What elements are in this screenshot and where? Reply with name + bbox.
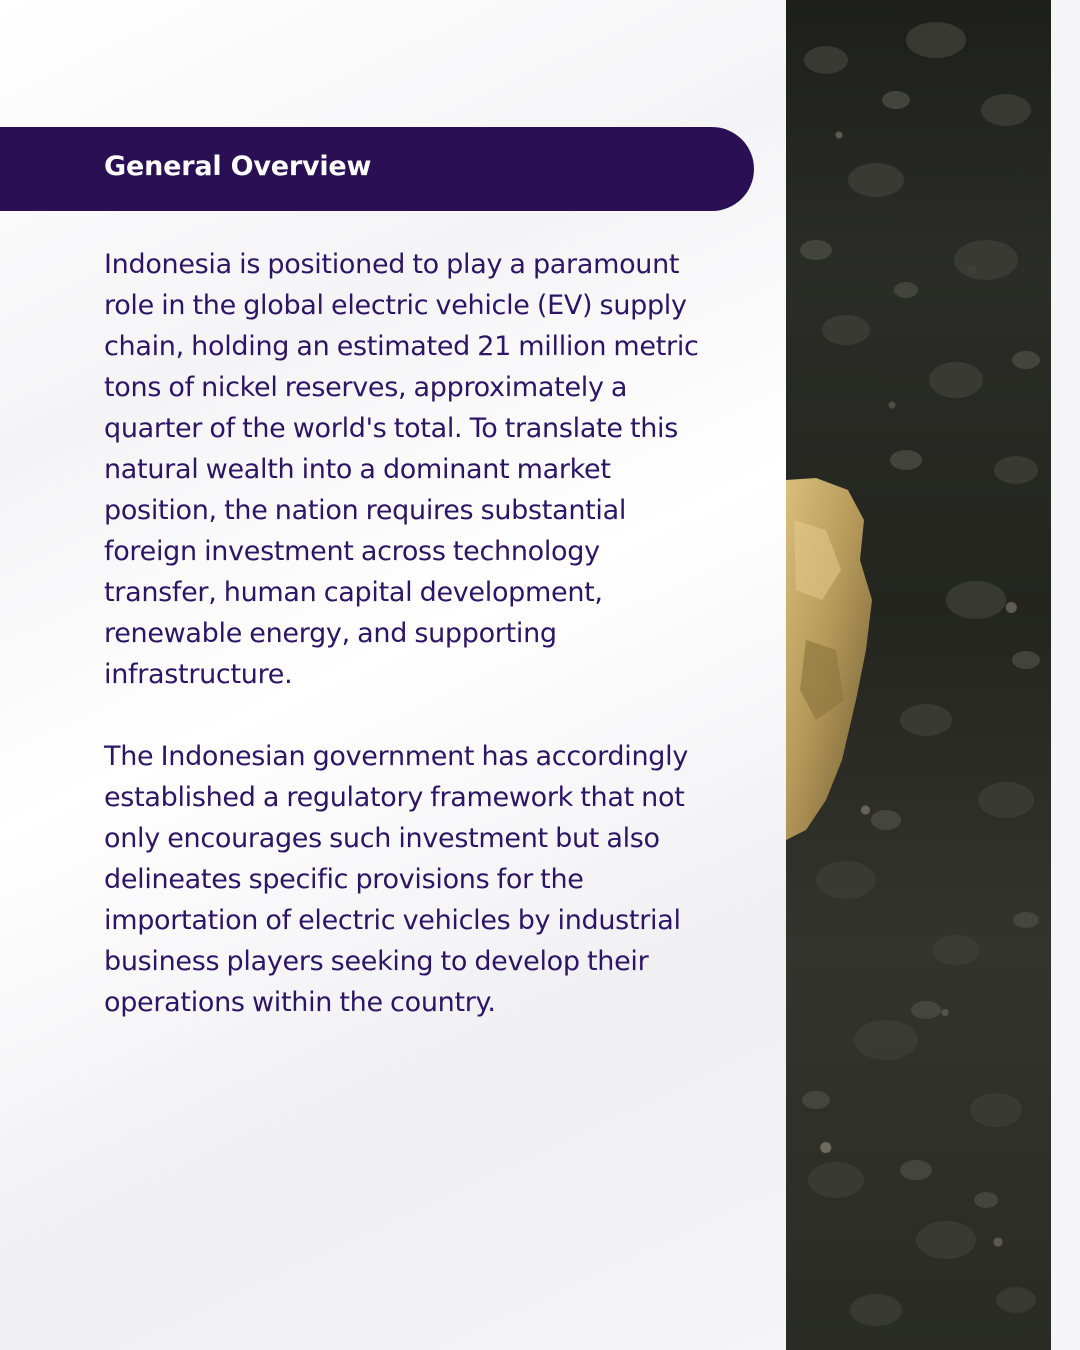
section-header-bar xyxy=(0,127,754,211)
section-title: General Overview xyxy=(104,151,372,182)
right-margin-strip xyxy=(1051,0,1080,1350)
overview-paragraph-2: The Indonesian government has accordingly established a regulatory framework that not only encourages such investment but also delineates specific provisions for the importation of electric vehicles by industrial business players seeking to develop their operations within the country. xyxy=(104,741,689,1018)
overview-paragraph-1: Indonesia is positioned to play a paramount role in the global electric vehicle (EV) supply chain, holding an estimated 21 million metric tons of nickel reserves, approximately a quarter of the world's total. To translate this natural wealth into a dominant market position, the nation requires substantial foreign investment across technology transfer, human capital development, renewable energy, and supporting infrastructure. xyxy=(104,249,699,690)
ore-photo-illustration xyxy=(786,0,1051,1350)
nickel-ore-photo xyxy=(786,0,1051,1350)
